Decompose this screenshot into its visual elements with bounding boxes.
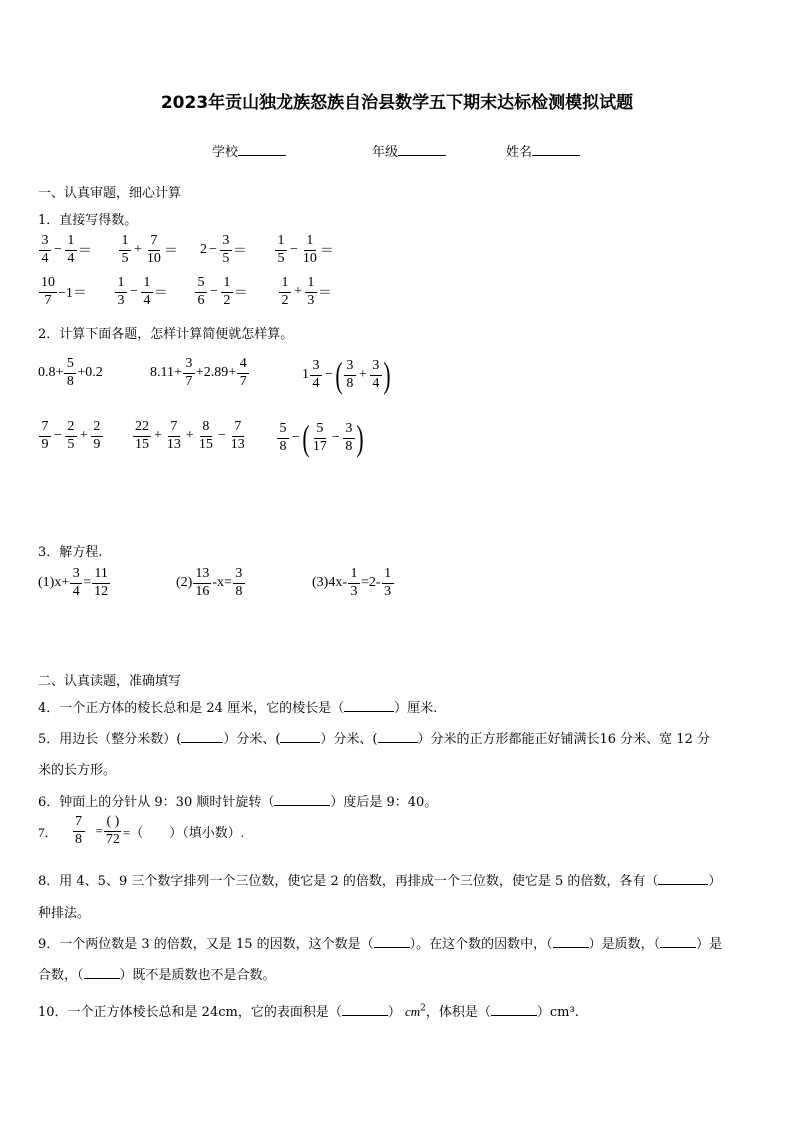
q3-eq-2: (2) $\frac{13}{16}$ -x= $\frac{3}{8}$ [176,567,246,599]
q2-expr-5: $\frac{22}{15}$ + $\frac{7}{13}$ + $\frac{8}{15}$ − $\frac{7}{13}$ [135,419,245,452]
q5-blank-2[interactable] [280,730,320,743]
q7-text: 7． $\frac{7}{8}$ = $\frac{( )}{72}$ =（ ）（填小数）. [38,814,244,847]
q9-text: 9．一个两位数是 3 的倍数，又是 15 的因数，这个数是（ ）。在这个数的因数中，（ ）是质数，（ ）是 [38,937,723,952]
q1-label: 1．直接写得数。 [38,213,138,228]
q10-blank-2[interactable] [491,1003,537,1016]
q8-text-cont: 种排法。 [38,906,91,921]
q9-text-cont: 合数，（ ）既不是质数也不是合数。 [38,968,276,983]
q10-text: 10．一个正方体棱长总和是 24cm，它的表面积是（ ） $cm^2$，体积是（ ）cm³. [38,1003,579,1020]
q5-text: 5．用边长（整分米数）( ）分米、( ）分米、( ）分米的正方形都能正好铺满长16 分米、宽 12 分 [38,732,710,747]
q9-blank-3[interactable] [660,935,696,948]
q2-expr-2: 8.11+ $\frac{3}{7}$ +2.89+ $\frac{4}{7}$ [150,357,250,389]
section-1-heading: 一、认真审题，细心计算 [38,186,182,201]
name-field[interactable] [506,141,580,160]
q1-item-6: $\frac{1}{3}$ − $\frac{1}{4}$ ＝ [114,276,168,308]
q2-expr-1: 0.8+ $\frac{5}{8}$ +0.2 [38,356,103,389]
q4-text: 4．一个正方体的棱长总和是 24 厘米，它的棱长是（ ）厘米. [38,701,438,716]
school-label: 学校 [212,145,239,160]
q5-blank-1[interactable] [181,730,223,743]
grade-label: 年级 [372,145,399,160]
q3-label: 3．解方程. [38,545,103,560]
q5-blank-3[interactable] [378,730,418,743]
q5-text-cont: 米的长方形。 [38,763,117,778]
q6-text: 6．钟面上的分针从 9：30 顺时针旋转（ ）度后是 9：40。 [38,795,438,810]
q8-text: 8．用 4、5、9 三个数字排列一个三位数，使它是 2 的倍数，再排成一个三位数，使它是 5 的倍数，各有（ ） [38,874,722,889]
q2-expr-3: 1 $\frac{3}{4}$ − ( $\frac{3}{8}$ + $\frac{3}{4}$ ) [302,355,391,395]
grade-blank[interactable] [398,143,446,156]
q6-blank[interactable] [274,793,330,806]
section-2-heading: 二、认真读题，准确填写 [38,674,182,689]
q10-unit: cm [404,1004,421,1019]
q3-eq-3: (3)4x- $\frac{1}{3}$ =2- $\frac{1}{3}$ [312,567,395,599]
q3-eq-1: (1)x+ $\frac{3}{4}$ = $\frac{11}{12}$ [38,566,109,599]
q2-label: 2．计算下面各题，怎样计算简便就怎样算。 [38,327,294,342]
page-title: 2023年贡山独龙族怒族自治县数学五下期末达标检测模拟试题 [160,93,634,113]
q9-blank-2[interactable] [553,935,589,948]
q1-item-5: $\frac{10}{7}$ −1＝ [41,275,87,308]
q1-item-4: $\frac{1}{5}$ − $\frac{1}{10}$ ＝ [274,234,334,266]
school-blank[interactable] [238,143,286,156]
name-blank[interactable] [532,143,580,156]
q1-item-3: 2 − $\frac{3}{5}$ ＝ [200,233,247,266]
q1-item-2: $\frac{1}{5}$ + $\frac{7}{10}$ ＝ [118,234,178,266]
q1-item-1: $\frac{3}{4}$ − $\frac{1}{4}$ ＝ [38,234,92,266]
grade-field[interactable] [372,141,446,160]
q1-item-7: $\frac{5}{6}$ − $\frac{1}{2}$ ＝ [194,276,248,308]
q2-expr-6: $\frac{5}{8}$ − ( $\frac{5}{17}$ − $\frac{3}{8}$ ) [276,420,364,456]
q8-blank[interactable] [658,872,708,885]
q2-expr-4: $\frac{7}{9}$ − $\frac{2}{5}$ + $\frac{2}{9}$ [38,420,104,452]
q1-item-8: $\frac{1}{2}$ + $\frac{1}{3}$ ＝ [278,276,332,308]
q4-blank[interactable] [344,699,394,712]
q9-blank-4[interactable] [84,966,120,979]
school-field[interactable] [212,141,286,160]
name-label: 姓名 [506,145,533,160]
q9-blank-1[interactable] [374,935,410,948]
q10-blank-1[interactable] [342,1003,388,1016]
